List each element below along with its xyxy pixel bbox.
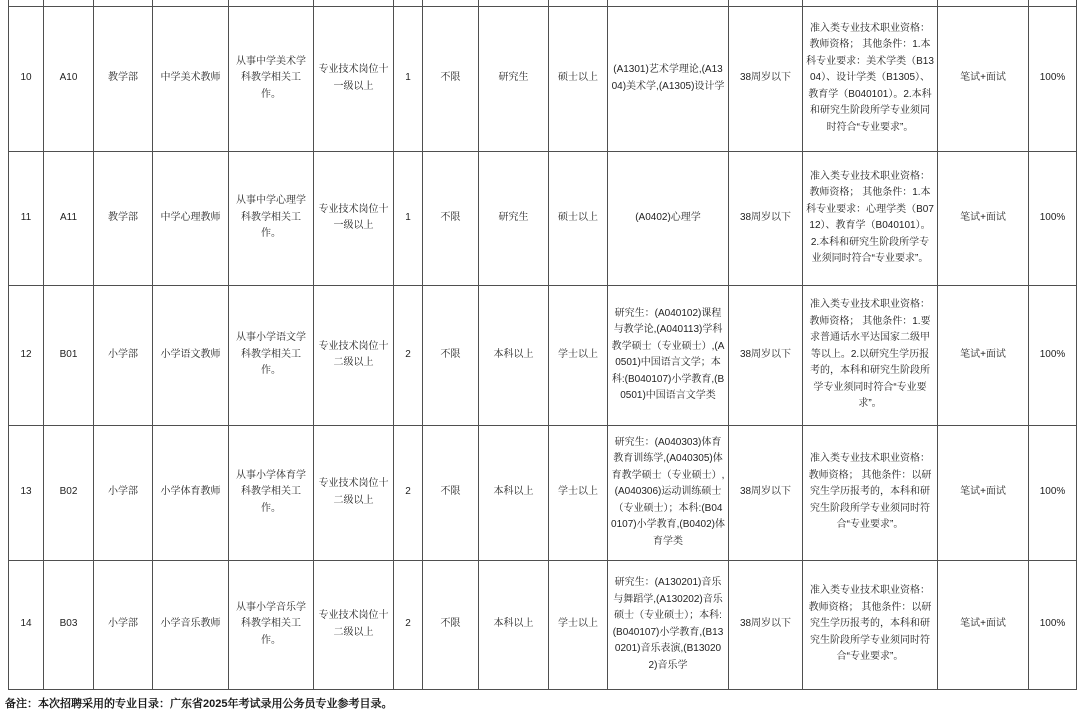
table-cell: 准入类专业技术职业资格：教师资格； 其他条件：1.本科专业要求：美术学类（B1304）、设计学类（B1305）、教育学（B040101）。2.本科和研究生阶段所学专业须同时符合“专业要求”。: [803, 6, 938, 151]
table-cell: 专业技术岗位十二级以上: [314, 560, 394, 689]
table-cell: 不限: [423, 6, 479, 151]
table-cell: 小学语文教师: [153, 285, 229, 425]
table-cell: 学士以上: [549, 560, 608, 689]
table-cell: 2: [394, 285, 423, 425]
table-cell: 11: [9, 151, 44, 285]
table-cell: 研究生: [479, 151, 549, 285]
table-cell: 笔试+面试: [938, 560, 1029, 689]
table-cell: 38周岁以下: [729, 151, 803, 285]
table-cell: 100%: [1029, 285, 1077, 425]
table-cell: 研究生：(A130201)音乐与舞蹈学,(A130202)音乐硕士（专业硕士）；本科:(B040107)小学教育,(B130201)音乐表演,(B130202)音乐学: [608, 560, 729, 689]
table-cell: A11: [44, 151, 94, 285]
table-cell: 准入类专业技术职业资格：教师资格； 其他条件：以研究生学历报考的，本科和研究生阶段所学专业须同时符合“专业要求”。: [803, 560, 938, 689]
table-cell: 2: [394, 560, 423, 689]
table-cell: 不限: [423, 425, 479, 560]
table-cell: 本科以上: [479, 425, 549, 560]
table-cell: 专业技术岗位十一级以上: [314, 151, 394, 285]
table-cell: 100%: [1029, 6, 1077, 151]
table-cell: 学士以上: [549, 285, 608, 425]
table-cell: 准入类专业技术职业资格：教师资格； 其他条件：以研究生学历报考的，本科和研究生阶段所学专业须同时符合“专业要求”。: [803, 425, 938, 560]
table-cell: 中学美术教师: [153, 6, 229, 151]
table-cell: 研究生: [479, 6, 549, 151]
table-cell: B02: [44, 425, 94, 560]
table-cell: 学士以上: [549, 425, 608, 560]
table-cell: 硕士以上: [549, 6, 608, 151]
recruitment-table: [8, 0, 1077, 690]
table-cell: 38周岁以下: [729, 425, 803, 560]
table-cell: 小学部: [94, 285, 153, 425]
table-cell: (A0402)心理学: [608, 151, 729, 285]
table-cell: 研究生：(A040303)体育教育训练学,(A040305)体育教学硕士（专业硕士）,(A040306)运动训练硕士（专业硕士）；本科:(B040107)小学教育,(B0402)体育学类: [608, 425, 729, 560]
table-cell: 13: [9, 425, 44, 560]
table-cell: B03: [44, 560, 94, 689]
table-cell: 小学部: [94, 560, 153, 689]
table-row: [9, 285, 1077, 425]
table-cell: 笔试+面试: [938, 285, 1029, 425]
table-cell: 笔试+面试: [938, 425, 1029, 560]
table-row: [9, 6, 1077, 151]
table-cell: 不限: [423, 560, 479, 689]
table-cell: 100%: [1029, 425, 1077, 560]
table-cell: 2: [394, 425, 423, 560]
table-cell: 小学体育教师: [153, 425, 229, 560]
table-cell: 本科以上: [479, 560, 549, 689]
table-cell: B01: [44, 285, 94, 425]
table-cell: (A1301)艺术学理论,(A1304)美术学,(A1305)设计学: [608, 6, 729, 151]
table-cell: 100%: [1029, 560, 1077, 689]
table-cell: 12: [9, 285, 44, 425]
table-cell: 小学音乐教师: [153, 560, 229, 689]
table-cell: A10: [44, 6, 94, 151]
recruitment-table-body: [9, 0, 1077, 689]
table-cell: 专业技术岗位十一级以上: [314, 6, 394, 151]
table-cell: 不限: [423, 285, 479, 425]
table-cell: 研究生：(A040102)课程与教学论,(A040113)学科教学硕士（专业硕士）,(A0501)中国语言文学；本科:(B040107)小学教育,(B0501)中国语言文学类: [608, 285, 729, 425]
table-cell: 专业技术岗位十二级以上: [314, 425, 394, 560]
table-cell: 14: [9, 560, 44, 689]
table-cell: 教学部: [94, 151, 153, 285]
table-row: [9, 560, 1077, 689]
table-cell: 100%: [1029, 151, 1077, 285]
table-cell: 从事小学体育学科教学相关工作。: [229, 425, 314, 560]
table-cell: 从事小学语文学科教学相关工作。: [229, 285, 314, 425]
table-cell: 教学部: [94, 6, 153, 151]
table-cell: 38周岁以下: [729, 6, 803, 151]
table-cell: 不限: [423, 151, 479, 285]
table-cell: 从事小学音乐学科教学相关工作。: [229, 560, 314, 689]
table-cell: 中学心理教师: [153, 151, 229, 285]
table-cell: 笔试+面试: [938, 151, 1029, 285]
table-cell: 准入类专业技术职业资格：教师资格； 其他条件：1.要求普通话水平达国家二级甲等以上。2.以研究生学历报考的，本科和研究生阶段所学专业须同时符合“专业要求”。: [803, 285, 938, 425]
table-row: [9, 425, 1077, 560]
table-cell: 笔试+面试: [938, 6, 1029, 151]
table-cell: 从事中学美术学科教学相关工作。: [229, 6, 314, 151]
footnote: 备注：本次招聘采用的专业目录：广东省2025年考试录用公务员专业参考目录。: [5, 698, 393, 710]
table-cell: 小学部: [94, 425, 153, 560]
table-cell: 10: [9, 6, 44, 151]
table-cell: 本科以上: [479, 285, 549, 425]
table-cell: 1: [394, 151, 423, 285]
table-cell: 38周岁以下: [729, 285, 803, 425]
table-cell: 38周岁以下: [729, 560, 803, 689]
table-cell: 硕士以上: [549, 151, 608, 285]
table-cell: 准入类专业技术职业资格：教师资格； 其他条件：1.本科专业要求：心理学类（B0712）、教育学（B040101）。2.本科和研究生阶段所学专业须同时符合“专业要求”。: [803, 151, 938, 285]
table-cell: 专业技术岗位十二级以上: [314, 285, 394, 425]
table-cell: 1: [394, 6, 423, 151]
table-cell: 从事中学心理学科教学相关工作。: [229, 151, 314, 285]
table-row: [9, 151, 1077, 285]
